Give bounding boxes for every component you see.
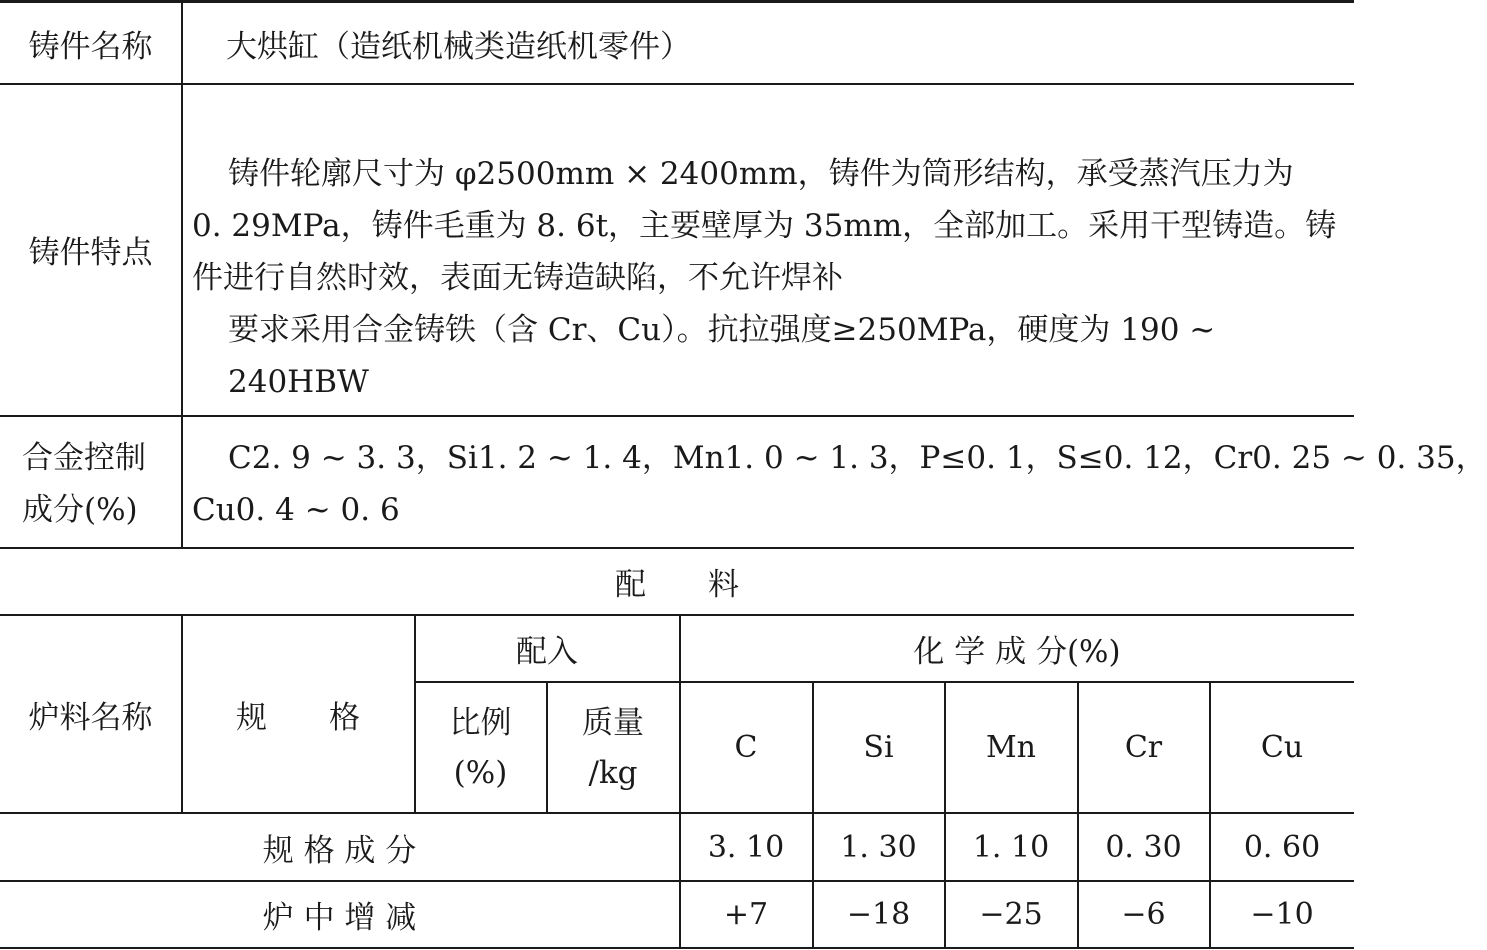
alloy-line-1: C2. 9 ~ 3. 3，Si1. 2 ~ 1. 4，Mn1. 0 ~ 1. 3，P≤0. 1，S≤0. 12，Cr0. 25 ~ 0. 35， <box>228 440 1487 476</box>
spec-comp-c: 3. 10 <box>707 829 785 865</box>
mass-header <box>547 683 679 812</box>
mass-header-line-1: 质量 <box>582 704 644 741</box>
spec-comp-cr: 0. 30 <box>1105 829 1182 865</box>
alloy-text <box>192 432 1487 536</box>
input-header: 配入 <box>516 634 578 670</box>
element-header-c: C <box>734 730 758 765</box>
alloy-line-2: Cu0. 4 ~ 0. 6 <box>192 492 400 528</box>
rule-bottom <box>0 947 1354 949</box>
furnace-cu: −10 <box>1250 897 1314 932</box>
charge-name-header: 炉料名称 <box>28 699 153 736</box>
ratio-header-line-2: (%) <box>453 754 508 791</box>
furnace-si: −18 <box>846 897 911 932</box>
element-header-cr: Cr <box>1124 730 1163 765</box>
features-line-1: 铸件轮廓尺寸为 φ2500mm × 2400mm，铸件为筒形结构，承受蒸汽压力为 <box>228 156 1294 192</box>
alloy-label <box>22 432 182 536</box>
furnace-cr: −6 <box>1121 897 1166 932</box>
spec-comp-label: 规 格 成 分 <box>262 832 417 869</box>
rule-2 <box>0 415 1354 417</box>
chem-header: 化 学 成 分(%) <box>913 634 1121 670</box>
element-header-si: Si <box>863 730 894 765</box>
features-line-3: 件进行自然时效，表面无铸造缺陷，不允许焊补 <box>192 260 843 296</box>
rule-1 <box>0 83 1354 85</box>
casting-name-label: 铸件名称 <box>28 28 153 65</box>
alloy-label-line-1: 合金控制 <box>22 440 146 476</box>
furnace-c: +7 <box>723 897 769 932</box>
furnace-mn: −25 <box>979 897 1043 932</box>
casting-name-value: 大烘缸（造纸机械类造纸机零件） <box>226 28 691 65</box>
ratio-header <box>415 683 546 812</box>
spec-comp-si: 1. 30 <box>840 829 917 865</box>
features-text <box>192 148 1347 408</box>
spec-comp-cu: 0. 60 <box>1243 829 1321 865</box>
ratio-header-line-1: 比例 <box>449 704 512 741</box>
features-label: 铸件特点 <box>28 235 153 271</box>
mass-header-line-2: /kg <box>588 754 638 791</box>
spec-header: 规 格 <box>236 699 360 736</box>
spec-comp-mn: 1. 10 <box>972 829 1050 865</box>
features-line-2: 0. 29MPa，铸件毛重为 8. 6t，主要壁厚为 35mm，全部加工。采用干型铸造。铸 <box>192 208 1337 244</box>
element-header-cu: Cu <box>1260 730 1304 765</box>
alloy-label-line-2: 成分(%) <box>22 492 138 528</box>
batching-title: 配 料 <box>615 567 739 603</box>
furnace-label: 炉 中 增 减 <box>262 900 417 936</box>
element-header-mn: Mn <box>985 730 1037 765</box>
features-line-4: 要求采用合金铸铁（含 Cr、Cu）。抗拉强度≥250MPa，硬度为 190 ~ 240HBW <box>228 312 1216 400</box>
